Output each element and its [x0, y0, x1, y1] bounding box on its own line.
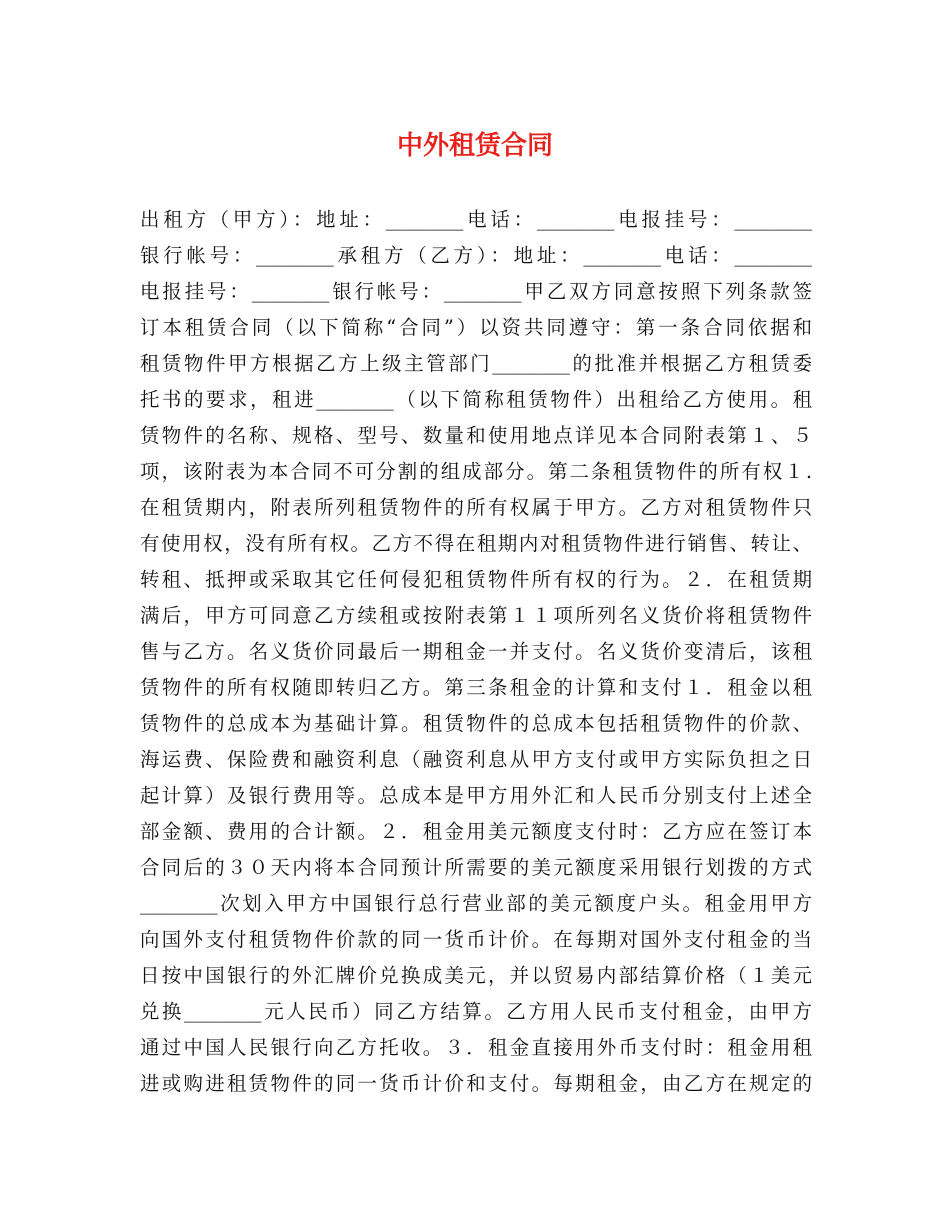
body-line: 起计算）及银行费用等。总成本是甲方用外汇和人民币分别支付上述全 [140, 784, 812, 807]
body-line: 银行帐号：________承租方（乙方）：地址：________电话：________ [140, 244, 812, 267]
body-line: 部金额、费用的合计额。２．租金用美元额度支付时：乙方应在签订本 [140, 820, 812, 843]
body-line: 电报挂号：________银行帐号：________甲乙双方同意按照下列条款签 [140, 280, 812, 303]
body-line: ________次划入甲方中国银行总行营业部的美元额度户头。租金用甲方 [140, 892, 812, 915]
document-title: 中外租赁合同 [396, 131, 553, 161]
body-line: 向国外支付租赁物件价款的同一货币计价。在每期对国外支付租金的当 [140, 928, 812, 951]
body-line: 赁物件的总成本为基础计算。租赁物件的总成本包括租赁物件的价款、 [140, 712, 812, 735]
body-line: 订本租赁合同（以下简称“合同”）以资共同遵守：第一条合同依据和 [140, 316, 812, 339]
body-line: 转租、抵押或采取其它任何侵犯租赁物件所有权的行为。２．在租赁期 [140, 568, 812, 591]
body-line: 有使用权，没有所有权。乙方不得在租期内对租赁物件进行销售、转让、 [140, 532, 812, 555]
body-line: 海运费、保险费和融资利息（融资利息从甲方支付或甲方实际负担之日 [140, 748, 812, 771]
body-line: 售与乙方。名义货价同最后一期租金一并支付。名义货价变清后，该租 [140, 640, 812, 663]
body-line: 满后，甲方可同意乙方续租或按附表第１１项所列名义货价将租赁物件 [140, 604, 812, 627]
body-line: 项，该附表为本合同不可分割的组成部分。第二条租赁物件的所有权１. [140, 460, 812, 483]
body-line: 托书的要求，租进________（以下简称租赁物件）出租给乙方使用。租 [140, 388, 812, 411]
body-line: 合同后的３０天内将本合同预计所需要的美元额度采用银行划拨的方式 [140, 856, 812, 879]
body-line: 通过中国人民银行向乙方托收。３．租金直接用外币支付时：租金用租 [140, 1036, 812, 1059]
body-line: 兑换________元人民币）同乙方结算。乙方用人民币支付租金，由甲方 [140, 1000, 812, 1023]
body-line: 出租方（甲方）：地址：________电话：________电报挂号：________ [140, 208, 812, 231]
contract-body [140, 202, 812, 1102]
body-line: 进或购进租赁物件的同一货币计价和支付。每期租金，由乙方在规定的 [140, 1072, 812, 1095]
body-line: 在租赁期内，附表所列租赁物件的所有权属于甲方。乙方对租赁物件只 [140, 496, 812, 519]
body-line: 赁物件的所有权随即转归乙方。第三条租金的计算和支付１．租金以租 [140, 676, 812, 699]
body-line: 租赁物件甲方根据乙方上级主管部门________的批准并根据乙方租赁委 [140, 352, 812, 375]
body-line: 日按中国银行的外汇牌价兑换成美元，并以贸易内部结算价格（１美元 [140, 964, 812, 987]
body-line: 赁物件的名称、规格、型号、数量和使用地点详见本合同附表第１、５ [140, 424, 812, 447]
